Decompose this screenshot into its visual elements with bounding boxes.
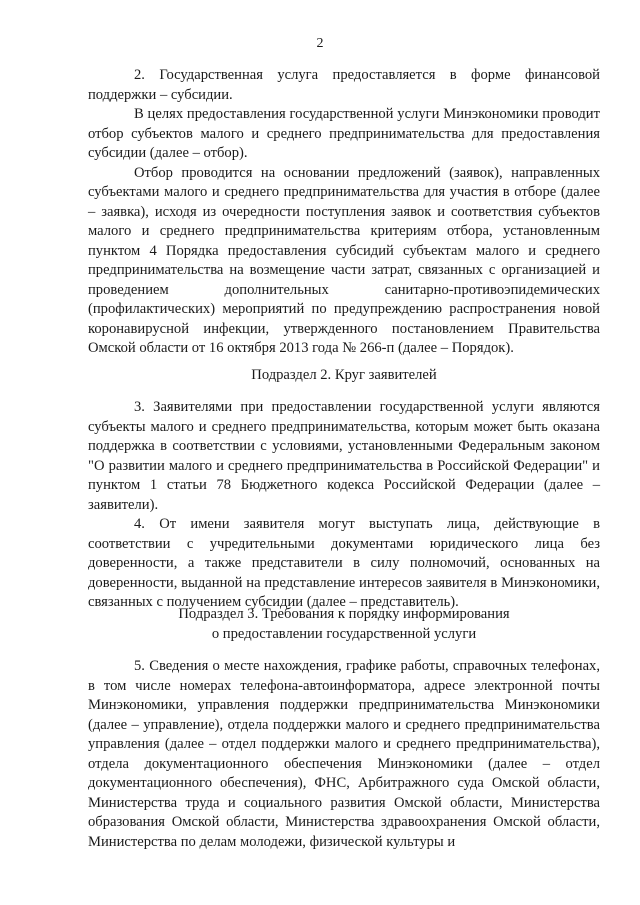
subsection-2-heading	[88, 366, 600, 386]
subsection-3-title	[88, 605, 600, 644]
paragraph-3: 3. Заявителями при предоставлении государственной услуги являются субъекты малого и среднего предпринимательства, которым может быть оказана поддержка в соответствии с условиями, установленными Федеральным законом "О развитии малого и среднего предпринимательства в Российской Федерации" и пунктом 1 статьи 78 Бюджетного кодекса Российской Федерации (далее – заявители).	[88, 399, 600, 513]
subsection-3-heading	[88, 605, 600, 644]
subsection-2-body	[88, 398, 600, 613]
paragraph-5: 5. Сведения о месте нахождения, графике работы, справочных телефонах, в том числе номерах телефона-автоинформатора, адресе электронной почты Минэкономики, управления поддержки предпринимательства Минэкономики (далее – управление), отдела поддержки малого и среднего предпринимательства управления (далее – отдел поддержки малого и среднего предпринимательства), отдела документационного обеспечения Минэкономики (далее – отдел документационного обеспечения), ФНС, Арбитражного суда Омской области, Министерства труда и социального развития Омской области, Министерства образования Омской области, Министерства здравоохранения Омской области, Министерства по делам молодежи, физической культуры и	[88, 658, 600, 850]
paragraph-2: 2. Государственная услуга предоставляется в форме финансовой поддержки – субсидии.	[88, 67, 600, 103]
intro-section	[88, 66, 600, 359]
subsection-2-title: Подраздел 2. Круг заявителей	[251, 367, 437, 383]
paragraph-selection-basis: Отбор проводится на основании предложений (заявок), направленных субъектами малого и среднего предпринимательства для участия в отборе (далее – заявка), исходя из очередности поступления заявок и соответствия субъектов малого и среднего предпринимательства критериям отбора, установленным пунктом 4 Порядка предоставления субсидий субъектам малого и среднего предпринимательства на возмещение части затрат, связанных с организацией и проведением дополнительных санитарно-противоэпидемических (профилактических) мероприятий по предупреждению распространения новой коронавирусной инфекции, утвержденного постановлением Правительства Омской области от 16 октября 2013 года № 266-п (далее – Порядок).	[88, 164, 600, 356]
paragraph-4: 4. От имени заявителя могут выступать лица, действующие в соответствии с учредительными документами юридического лица без доверенности, а также представители в силу полномочий, основанных на доверенности, выданной на представление интересов заявителя в Минэкономики, связанных с получением субсидии (далее – представитель).	[88, 516, 600, 610]
subsection-3-body	[88, 657, 600, 852]
page-number: 2	[316, 36, 324, 51]
subsection-3-title-line1: Подраздел 3. Требования к порядку информирования	[178, 606, 510, 622]
paragraph-selection-purpose: В целях предоставления государственной услуги Минэкономики проводит отбор субъектов малого и среднего предпринимательства для предоставления субсидии (далее – отбор).	[88, 106, 600, 161]
subsection-3-title-line2: о предоставлении государственной услуги	[211, 625, 477, 642]
